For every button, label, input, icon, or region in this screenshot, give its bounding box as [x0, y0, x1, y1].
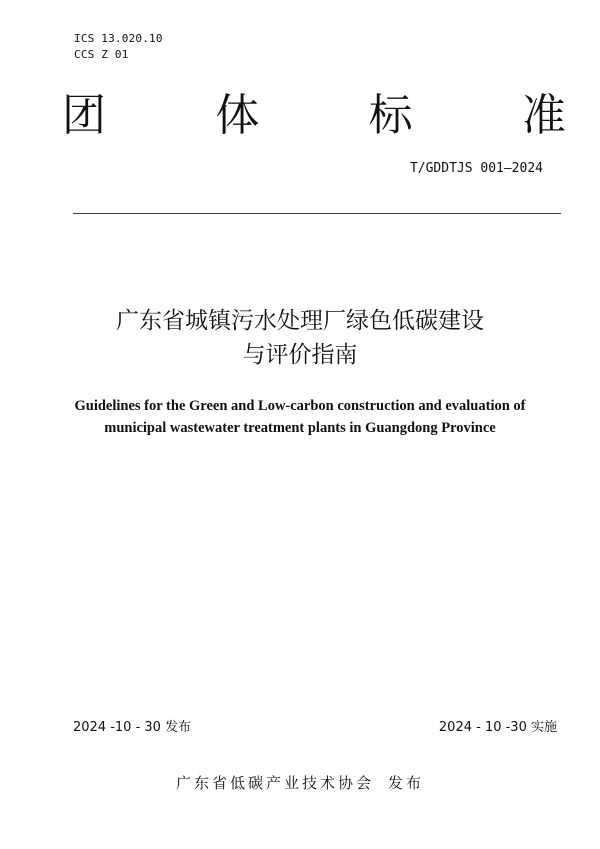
title-en-line1: Guidelines for the Green and Low-carbon construction and evaluation of — [74, 398, 526, 414]
doc-type-char: 团 — [62, 90, 106, 141]
title-en-line2: municipal wastewater treatment plants in Guangdong Province — [104, 420, 496, 436]
standard-number: T/GDDTJS 001—2024 — [409, 161, 543, 176]
title-chinese — [0, 304, 600, 372]
doc-type-char: 体 — [215, 90, 260, 141]
document-type-heading — [62, 86, 566, 146]
implementation-date: 2024 - 10 -30 实施 — [438, 720, 557, 735]
ccs-code: CCS Z 01 — [74, 48, 129, 61]
doc-type-char: 准 — [521, 90, 566, 141]
title-cn-line1: 广东省城镇污水处理厂绿色低碳建设 — [116, 308, 484, 334]
publisher-action: 发布 — [388, 774, 425, 792]
title-english — [0, 395, 600, 439]
title-cn-line2: 与评价指南 — [242, 342, 358, 368]
publisher-line — [0, 772, 600, 793]
classification-codes — [74, 31, 163, 63]
publisher-name: 广东省低碳产业技术协会 — [175, 774, 374, 792]
ics-code: ICS 13.020.10 — [74, 32, 163, 45]
issue-date: 2024 -10 - 30 发布 — [73, 720, 192, 735]
doc-type-char: 标 — [368, 90, 413, 141]
header-divider — [73, 213, 561, 214]
